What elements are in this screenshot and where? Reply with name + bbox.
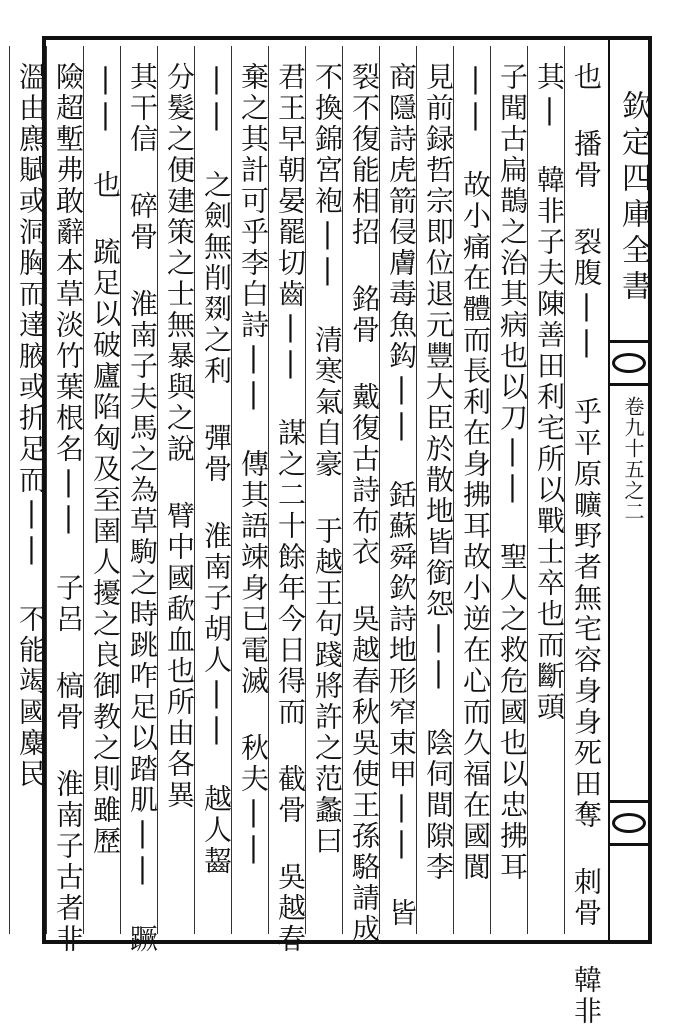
text-column: 分髮之便建策之士無暴與之說 臂中國歃血也所由各異 xyxy=(163,62,196,811)
text-column: 子聞古扁鵲之治其病也以刀|| 聖人之救危國也以忠拂耳 xyxy=(496,62,529,883)
text-column: 見前録哲宗即位退元豐大臣於散地皆銜怨|| 陰伺間隙李 xyxy=(422,62,455,883)
text-column: 其| 韓非子夫陳善田利宅所以戰士卒也而斷頭 xyxy=(533,62,566,723)
text-column: 棄之其計可乎李白詩|| 傳其語竦身已電滅 秋夫|| xyxy=(237,62,270,867)
text-column: || 也 䟽足以破廬陷匈及至圉人擾之良御教之則雖歷 xyxy=(89,62,122,857)
text-column: 商隱詩虎箭侵膚毒魚鈎|| 銛蘇舜欽詩地形窄束甲|| 皆 xyxy=(385,62,418,929)
text-column: 險超塹弗敢辭本草淡竹葉根名|| 子呂 槁骨 淮南子古者非 xyxy=(52,62,85,955)
book-title: 欽定四庫全書 xyxy=(616,90,651,306)
text-column: 溫由麃賦或洞胸而達腋或折足而|| 不能竭國麋民 xyxy=(15,62,48,790)
text-column: || 之劍無削剟之利 彈骨 淮南子胡人|| 越人齧 xyxy=(200,62,233,877)
text-column: 其干信 碎骨 淮南子夫馬之為草駒之時跳咋足以踏肌|| 蹶 xyxy=(126,62,159,955)
column-rule xyxy=(9,46,10,934)
text-column: 君王早朝晏罷切齒|| 謀之二十餘年今日得而 截骨 吳越春 xyxy=(274,62,307,955)
text-column: 不換錦宮袍|| 清寒氣自豪 于越王句踐將許之范蠡曰 xyxy=(311,62,344,857)
fish-tail-ornament-bottom-icon xyxy=(608,800,648,846)
text-column: 裂不復能相招 銘骨 戴復古詩布衣 吳越春秋吳使王孫駱請成 xyxy=(348,62,381,945)
text-column: || 故小痛在體而長利在身拂耳故小逆在心而久福在國閬 xyxy=(459,62,492,883)
text-column: 也 播骨 裂腹|| 乎平原曠野者無宅容身身死田奪 刺骨 韓非 xyxy=(570,62,603,1027)
volume-label: 卷九十五之二 xyxy=(621,396,645,522)
fish-tail-ornament-icon xyxy=(608,340,648,386)
block-heart-margin xyxy=(608,40,652,940)
